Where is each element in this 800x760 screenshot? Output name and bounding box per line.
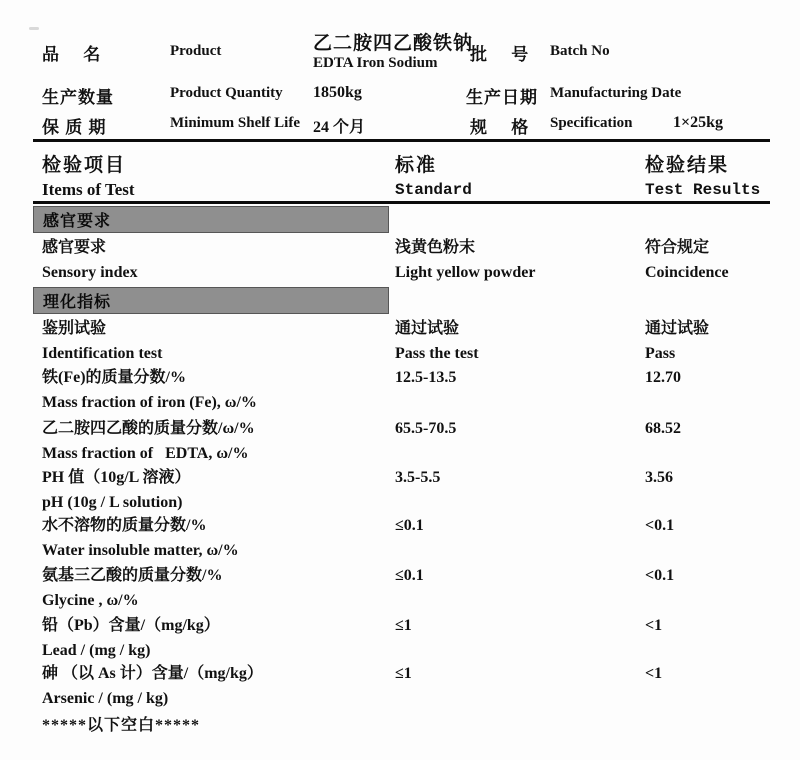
result-value-cn: 符合规定 [645, 239, 710, 256]
mfg-date-label-en: Manufacturing Date [550, 85, 682, 101]
item-cell [42, 465, 395, 515]
item-cell [42, 613, 395, 663]
items-of-test-header-en: Items of Test [42, 180, 135, 199]
product-name-en: EDTA Iron Sodium [313, 55, 438, 71]
item-label-en: Mass fraction of EDTA, ω/% [42, 445, 249, 462]
product-label-cn: 品 名 [42, 45, 102, 64]
standard-value-en: 65.5-70.5 [395, 420, 457, 437]
standard-value-en: ≤1 [395, 617, 412, 634]
result-cell [645, 365, 770, 415]
standard-cell [395, 465, 645, 515]
item-cell [42, 563, 395, 613]
shelf-life-label-en: Minimum Shelf Life [170, 115, 300, 131]
standard-cell [395, 513, 645, 563]
shelf-life-label-cn: 保 质 期 [42, 118, 107, 137]
result-cell [645, 513, 770, 563]
section-banner-physchem-label: 理化指标 [43, 294, 112, 311]
item-label-cn: 砷 （以 As 计）含量/（mg/kg） [42, 665, 263, 682]
spec-label-en: Specification [550, 115, 633, 131]
test-results-header-cn: 检验结果 [645, 155, 730, 176]
item-label-cn: 铅（Pb）含量/（mg/kg） [42, 617, 220, 634]
shelf-life-value: 24 个月 [313, 119, 366, 136]
result-value-cn: 通过试验 [645, 320, 710, 337]
item-label-cn: 铁(Fe)的质量分数/% [42, 369, 186, 386]
item-label-en: Glycine , ω/% [42, 592, 139, 609]
result-value-en: 12.70 [645, 369, 681, 386]
item-label-en: Lead / (mg / kg) [42, 642, 151, 659]
standard-cell [395, 613, 645, 663]
scan-artifact [29, 27, 39, 30]
result-value-en: <0.1 [645, 567, 675, 584]
item-label-en: pH (10g / L solution) [42, 494, 183, 511]
item-cell [42, 235, 395, 285]
item-cell [42, 513, 395, 563]
item-label-en: Arsenic / (mg / kg) [42, 690, 169, 707]
spec-label-cn: 规 格 [470, 118, 530, 137]
section-banner-sensory [33, 206, 389, 233]
result-cell [645, 563, 770, 613]
quantity-value: 1850kg [313, 84, 362, 101]
standard-cell [395, 365, 645, 415]
standard-value-en: 3.5-5.5 [395, 469, 441, 486]
item-cell [42, 661, 395, 711]
section-banner-physchem [33, 287, 389, 314]
result-cell [645, 613, 770, 663]
batch-label-en: Batch No [550, 43, 610, 59]
item-cell [42, 416, 395, 466]
quantity-label-cn: 生产数量 [42, 88, 114, 107]
result-value-en: 68.52 [645, 420, 681, 437]
item-label-en: Mass fraction of iron (Fe), ω/% [42, 394, 257, 411]
table-row [42, 513, 770, 563]
standard-header-en: Standard [395, 181, 472, 199]
standard-value-en: 12.5-13.5 [395, 369, 457, 386]
item-label-cn: 乙二胺四乙酸的质量分数/ω/% [42, 420, 255, 437]
result-value-en: Coincidence [645, 264, 729, 281]
product-label-en: Product [170, 43, 222, 59]
item-label-cn: 水不溶物的质量分数/% [42, 517, 207, 534]
result-cell [645, 661, 770, 711]
batch-label-cn: 批 号 [470, 45, 530, 64]
result-cell [645, 416, 770, 466]
item-label-cn: 氨基三乙酸的质量分数/% [42, 567, 223, 584]
standard-value-en: Pass the test [395, 345, 479, 362]
table-row [42, 465, 770, 515]
result-value-en: <1 [645, 617, 663, 634]
standard-value-en: ≤0.1 [395, 517, 424, 534]
divider-top [33, 139, 770, 142]
product-name-cn: 乙二胺四乙酸铁钠 [313, 33, 474, 54]
standard-value-en: ≤0.1 [395, 567, 424, 584]
test-results-header-en: Test Results [645, 181, 761, 199]
standard-value-en: ≤1 [395, 665, 412, 682]
item-label-en: Sensory index [42, 264, 138, 281]
table-row [42, 661, 770, 711]
items-of-test-header-cn: 检验项目 [42, 155, 127, 176]
result-cell [645, 316, 770, 366]
item-label-en: Identification test [42, 345, 163, 362]
standard-cell [395, 316, 645, 366]
divider-header [33, 201, 770, 204]
table-row [42, 316, 770, 366]
spec-value: 1×25kg [673, 114, 724, 131]
standard-value-en: Light yellow powder [395, 264, 536, 281]
result-cell [645, 465, 770, 515]
item-cell [42, 365, 395, 415]
result-value-en: <0.1 [645, 517, 675, 534]
table-row [42, 416, 770, 466]
standard-cell [395, 235, 645, 285]
table-row [42, 613, 770, 663]
item-cell [42, 316, 395, 366]
result-value-en: 3.56 [645, 469, 673, 486]
item-label-en: Water insoluble matter, ω/% [42, 542, 239, 559]
standard-value-cn: 浅黄色粉末 [395, 239, 476, 256]
standard-cell [395, 416, 645, 466]
table-row [42, 235, 770, 285]
table-row [42, 365, 770, 415]
table-row [42, 563, 770, 613]
result-value-en: Pass [645, 345, 676, 362]
mfg-date-label-cn: 生产日期 [466, 88, 538, 107]
result-value-en: <1 [645, 665, 663, 682]
standard-cell [395, 661, 645, 711]
result-cell [645, 235, 770, 285]
section-banner-sensory-label: 感官要求 [43, 213, 112, 230]
item-label-cn: PH 值（10g/L 溶液） [42, 469, 191, 486]
item-label-cn: 鉴别试验 [42, 320, 107, 337]
item-label-cn: 感官要求 [42, 239, 107, 256]
standard-cell [395, 563, 645, 613]
standard-value-cn: 通过试验 [395, 320, 460, 337]
blank-below-note: *****以下空白***** [42, 717, 201, 734]
standard-header-cn: 标准 [395, 155, 438, 176]
quantity-label-en: Product Quantity [170, 85, 283, 101]
